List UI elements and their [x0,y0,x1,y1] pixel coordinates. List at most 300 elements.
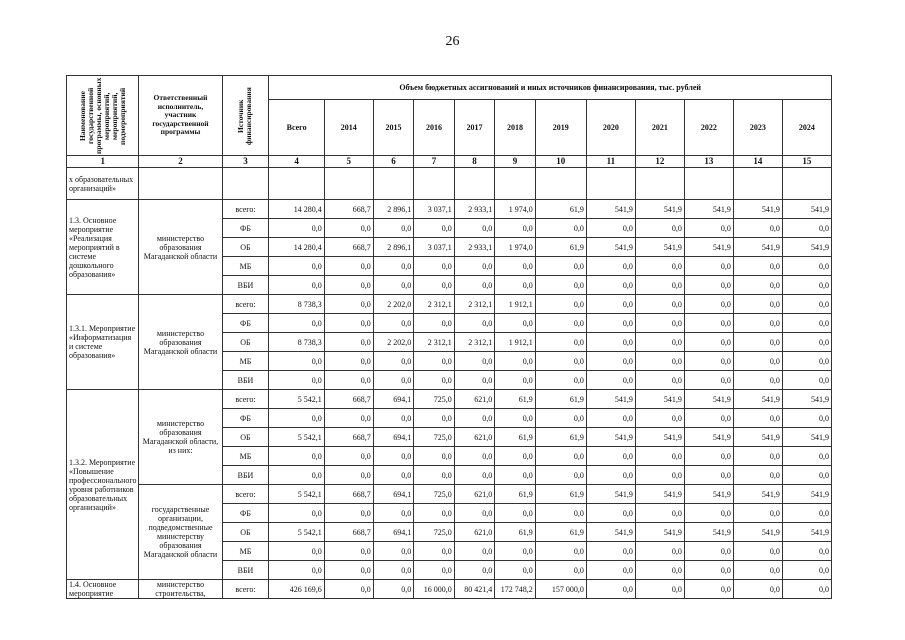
value-cell: 0,0 [373,371,413,390]
value-cell: 0,0 [495,447,535,466]
value-cell: 541,9 [635,523,684,542]
value-cell: 621,0 [454,390,494,409]
value-cell: 725,0 [414,390,454,409]
funding-source: ФБ [222,314,269,333]
value-cell: 541,9 [733,485,782,504]
value-cell: 0,0 [586,447,635,466]
value-cell: 2 312,1 [454,295,494,314]
value-cell: 541,9 [635,485,684,504]
funding-source: ОБ [222,238,269,257]
value-cell: 541,9 [782,485,831,504]
value-cell: 0,0 [324,276,373,295]
value-cell: 541,9 [733,428,782,447]
value-cell: 0,0 [414,371,454,390]
value-cell: 157 000,0 [535,580,586,599]
value-cell: 0,0 [324,409,373,428]
value-cell: 0,0 [684,409,733,428]
value-cell: 0,0 [373,352,413,371]
value-cell: 694,1 [373,390,413,409]
value-cell: 0,0 [782,580,831,599]
value-cell: 0,0 [733,333,782,352]
table-row [67,580,832,599]
value-cell: 2 933,1 [454,200,494,219]
value-cell: 0,0 [586,409,635,428]
value-cell: 426 169,6 [269,580,324,599]
column-number-7: 7 [414,156,454,168]
value-cell: 541,9 [684,485,733,504]
value-cell: 0,0 [454,314,494,333]
value-cell: 2 202,0 [373,333,413,352]
funding-source: ФБ [222,504,269,523]
value-cell: 0,0 [733,295,782,314]
value-cell: 61,9 [495,390,535,409]
column-number-6: 6 [373,156,413,168]
value-cell: 0,0 [733,219,782,238]
value-cell: 0,0 [733,314,782,333]
value-cell: 0,0 [324,314,373,333]
value-cell: 0,0 [495,504,535,523]
header-year-9: 2022 [684,100,733,156]
value-cell: 0,0 [414,219,454,238]
value-cell: 0,0 [535,409,586,428]
value-cell: 0,0 [684,466,733,485]
value-cell: 0,0 [269,409,324,428]
value-cell: 2 896,1 [373,238,413,257]
column-number-5: 5 [324,156,373,168]
header-volume: Объем бюджетных ассигнований и иных источников финансирования, тыс. рублей [269,76,832,100]
value-cell: 668,7 [324,523,373,542]
budget-table [66,75,832,599]
header-year-11: 2024 [782,100,831,156]
value-cell: 0,0 [324,447,373,466]
value-cell: 0,0 [684,504,733,523]
value-cell: 0,0 [684,371,733,390]
value-cell: 0,0 [535,447,586,466]
header-name: Наименование государственной программы, основных мероприятий, мероприятий, подмероприятий [77,77,127,154]
value-cell: 0,0 [684,561,733,580]
value-cell: 0,0 [535,295,586,314]
value-cell: 2 312,1 [414,333,454,352]
value-cell: 61,9 [535,485,586,504]
activity-name: 1.3.1. Мероприятие «Информатизация и системе образования» [67,295,139,390]
funding-source: ОБ [222,523,269,542]
value-cell: 0,0 [684,276,733,295]
value-cell: 0,0 [495,542,535,561]
value-cell: 541,9 [733,390,782,409]
value-cell: 5 542,1 [269,523,324,542]
value-cell: 0,0 [324,295,373,314]
column-number-3: 3 [222,156,269,168]
value-cell: 0,0 [733,257,782,276]
value-cell: 0,0 [324,219,373,238]
value-cell: 0,0 [454,276,494,295]
header-year-0: Всего [269,100,324,156]
value-cell: 0,0 [414,314,454,333]
value-cell: 0,0 [535,504,586,523]
value-cell: 0,0 [635,466,684,485]
value-cell: 0,0 [782,276,831,295]
value-cell: 0,0 [414,409,454,428]
value-cell: 0,0 [324,333,373,352]
value-cell: 0,0 [635,333,684,352]
value-cell: 0,0 [373,561,413,580]
value-cell: 0,0 [586,504,635,523]
funding-source: ОБ [222,333,269,352]
value-cell: 0,0 [635,561,684,580]
value-cell: 0,0 [269,504,324,523]
value-cell: 0,0 [635,219,684,238]
value-cell: 0,0 [324,371,373,390]
value-cell: 0,0 [586,466,635,485]
value-cell: 0,0 [269,371,324,390]
value-cell: 0,0 [373,580,413,599]
value-cell: 541,9 [586,485,635,504]
activity-name: 1.3.2. Мероприятие «Повышение профессионального уровня работников образовательных организаций» [67,390,139,580]
value-cell: 0,0 [535,257,586,276]
value-cell: 541,9 [684,200,733,219]
header-year-1: 2014 [324,100,373,156]
funding-source: МБ [222,257,269,276]
value-cell: 541,9 [733,238,782,257]
funding-source: МБ [222,447,269,466]
value-cell: 0,0 [414,447,454,466]
value-cell: 0,0 [269,314,324,333]
value-cell: 541,9 [586,523,635,542]
value-cell: 725,0 [414,485,454,504]
value-cell: 0,0 [454,466,494,485]
value-cell: 0,0 [684,257,733,276]
value-cell: 668,7 [324,485,373,504]
column-number-13: 13 [684,156,733,168]
funding-source: ВБИ [222,561,269,580]
value-cell: 0,0 [635,295,684,314]
value-cell: 541,9 [782,390,831,409]
value-cell: 0,0 [373,466,413,485]
funding-source: всего: [222,580,269,599]
value-cell: 0,0 [635,447,684,466]
responsible-executor: министерство образования Магаданской области, из них: [139,390,222,485]
value-cell: 0,0 [324,504,373,523]
value-cell: 0,0 [586,276,635,295]
value-cell: 541,9 [586,200,635,219]
value-cell: 0,0 [586,371,635,390]
funding-source: всего: [222,200,269,219]
value-cell: 172 748,2 [495,580,535,599]
value-cell: 0,0 [635,409,684,428]
value-cell: 0,0 [782,219,831,238]
value-cell: 1 912,1 [495,333,535,352]
value-cell: 0,0 [684,314,733,333]
value-cell: 0,0 [495,219,535,238]
column-number-14: 14 [733,156,782,168]
funding-source: ФБ [222,409,269,428]
value-cell: 0,0 [635,276,684,295]
funding-source: МБ [222,542,269,561]
value-cell: 0,0 [535,314,586,333]
value-cell: 0,0 [535,371,586,390]
value-cell: 541,9 [586,238,635,257]
value-cell: 0,0 [269,542,324,561]
page-number: 26 [445,34,460,49]
value-cell: 2 312,1 [454,333,494,352]
value-cell: 541,9 [684,390,733,409]
value-cell: 0,0 [324,580,373,599]
value-cell: 0,0 [782,314,831,333]
value-cell: 0,0 [414,257,454,276]
value-cell: 0,0 [782,352,831,371]
responsible-executor: государственные организации, подведомственные министерству образования Магаданской области [139,485,222,580]
column-number-8: 8 [454,156,494,168]
value-cell: 0,0 [782,295,831,314]
header-year-3: 2016 [414,100,454,156]
value-cell: 0,0 [495,561,535,580]
value-cell: 694,1 [373,523,413,542]
value-cell: 0,0 [586,314,635,333]
column-number-1: 1 [67,156,139,168]
funding-source: ОБ [222,428,269,447]
value-cell: 0,0 [733,447,782,466]
responsible-executor: министерство строительства, [139,580,222,599]
column-number-4: 4 [269,156,324,168]
value-cell: 0,0 [373,276,413,295]
value-cell: 668,7 [324,200,373,219]
value-cell: 0,0 [782,333,831,352]
value-cell: 0,0 [535,542,586,561]
value-cell: 541,9 [782,238,831,257]
value-cell: 0,0 [684,542,733,561]
column-number-9: 9 [495,156,535,168]
value-cell: 0,0 [782,371,831,390]
value-cell: 0,0 [586,333,635,352]
responsible-executor: министерство образования Магаданской области [139,200,222,295]
value-cell: 0,0 [733,504,782,523]
column-number-15: 15 [782,156,831,168]
value-cell: 0,0 [733,409,782,428]
value-cell: 0,0 [373,219,413,238]
value-cell: 0,0 [414,352,454,371]
value-cell: 541,9 [782,200,831,219]
value-cell: 0,0 [495,466,535,485]
value-cell: 0,0 [782,257,831,276]
header-source: Источник финансирования [236,86,254,145]
value-cell: 61,9 [495,485,535,504]
value-cell: 0,0 [324,466,373,485]
value-cell: 80 421,4 [454,580,494,599]
value-cell: 0,0 [586,219,635,238]
continuation-name: х образовательных организаций» [67,168,139,200]
header-year-10: 2023 [733,100,782,156]
value-cell: 0,0 [684,447,733,466]
header-year-8: 2021 [635,100,684,156]
value-cell: 0,0 [733,580,782,599]
value-cell: 0,0 [535,219,586,238]
value-cell: 0,0 [373,542,413,561]
header-name-cell [67,76,139,156]
value-cell: 61,9 [495,428,535,447]
header-responsible: Ответственный исполнитель, участник государственной программы [139,76,222,156]
funding-source: ВБИ [222,276,269,295]
value-cell: 2 933,1 [454,238,494,257]
value-cell: 541,9 [586,390,635,409]
value-cell: 0,0 [733,542,782,561]
value-cell: 0,0 [414,504,454,523]
funding-source: МБ [222,352,269,371]
value-cell: 0,0 [782,542,831,561]
funding-source: всего: [222,485,269,504]
value-cell: 0,0 [733,561,782,580]
column-number-11: 11 [586,156,635,168]
value-cell: 16 000,0 [414,580,454,599]
value-cell: 541,9 [684,238,733,257]
header-year-5: 2018 [495,100,535,156]
value-cell: 61,9 [535,390,586,409]
funding-source: всего: [222,295,269,314]
value-cell: 0,0 [324,257,373,276]
value-cell: 0,0 [495,257,535,276]
column-number-12: 12 [635,156,684,168]
value-cell: 0,0 [269,447,324,466]
value-cell: 0,0 [414,542,454,561]
value-cell: 0,0 [733,466,782,485]
value-cell: 0,0 [373,314,413,333]
value-cell: 541,9 [684,523,733,542]
value-cell: 0,0 [586,257,635,276]
funding-source: ВБИ [222,466,269,485]
value-cell: 0,0 [635,352,684,371]
value-cell: 0,0 [733,276,782,295]
value-cell: 0,0 [733,352,782,371]
value-cell: 0,0 [269,257,324,276]
value-cell: 541,9 [635,238,684,257]
value-cell: 3 037,1 [414,238,454,257]
value-cell: 0,0 [782,504,831,523]
value-cell: 0,0 [635,542,684,561]
activity-name: 1.4. Основное мероприятие [67,580,139,599]
value-cell: 5 542,1 [269,485,324,504]
value-cell: 0,0 [635,371,684,390]
value-cell: 0,0 [454,504,494,523]
value-cell: 0,0 [684,352,733,371]
value-cell: 541,9 [733,523,782,542]
value-cell: 0,0 [535,352,586,371]
value-cell: 0,0 [586,295,635,314]
value-cell: 0,0 [535,333,586,352]
value-cell: 0,0 [733,371,782,390]
table-row [67,200,832,219]
value-cell: 0,0 [782,447,831,466]
value-cell: 541,9 [635,200,684,219]
value-cell: 61,9 [535,523,586,542]
value-cell: 0,0 [495,276,535,295]
value-cell: 0,0 [324,352,373,371]
value-cell: 621,0 [454,485,494,504]
value-cell: 0,0 [635,580,684,599]
value-cell: 1 912,1 [495,295,535,314]
value-cell: 0,0 [324,542,373,561]
value-cell: 0,0 [535,466,586,485]
value-cell: 0,0 [782,466,831,485]
value-cell: 61,9 [495,523,535,542]
table-row [67,485,832,504]
value-cell: 668,7 [324,428,373,447]
value-cell: 8 738,3 [269,295,324,314]
value-cell: 0,0 [269,561,324,580]
value-cell: 2 312,1 [414,295,454,314]
value-cell: 5 542,1 [269,390,324,409]
column-number-2: 2 [139,156,222,168]
value-cell: 621,0 [454,523,494,542]
value-cell: 0,0 [454,371,494,390]
value-cell: 0,0 [414,276,454,295]
value-cell: 725,0 [414,523,454,542]
value-cell: 8 738,3 [269,333,324,352]
header-year-2: 2015 [373,100,413,156]
value-cell: 2 896,1 [373,200,413,219]
value-cell: 541,9 [733,200,782,219]
value-cell: 541,9 [782,523,831,542]
value-cell: 61,9 [535,428,586,447]
value-cell: 621,0 [454,428,494,447]
value-cell: 0,0 [684,580,733,599]
value-cell: 0,0 [454,219,494,238]
funding-source: всего: [222,390,269,409]
value-cell: 668,7 [324,238,373,257]
header-year-4: 2017 [454,100,494,156]
value-cell: 0,0 [782,409,831,428]
value-cell: 0,0 [635,257,684,276]
value-cell: 0,0 [586,352,635,371]
value-cell: 0,0 [373,409,413,428]
value-cell: 5 542,1 [269,428,324,447]
value-cell: 0,0 [373,504,413,523]
value-cell: 0,0 [684,295,733,314]
activity-name: 1.3. Основное мероприятие «Реализация мероприятий в системе дошкольного образования» [67,200,139,295]
value-cell: 0,0 [635,504,684,523]
value-cell: 0,0 [495,371,535,390]
header-year-7: 2020 [586,100,635,156]
value-cell: 0,0 [269,352,324,371]
value-cell: 0,0 [373,257,413,276]
value-cell: 61,9 [535,238,586,257]
value-cell: 0,0 [495,409,535,428]
value-cell: 14 280,4 [269,238,324,257]
header-source-cell [222,76,269,156]
value-cell: 0,0 [684,333,733,352]
value-cell: 0,0 [454,542,494,561]
funding-source: ФБ [222,219,269,238]
value-cell: 0,0 [269,466,324,485]
value-cell: 0,0 [684,219,733,238]
value-cell: 0,0 [324,561,373,580]
value-cell: 725,0 [414,428,454,447]
value-cell: 541,9 [635,428,684,447]
value-cell: 0,0 [414,466,454,485]
value-cell: 0,0 [454,409,494,428]
value-cell: 14 280,4 [269,200,324,219]
value-cell: 0,0 [586,542,635,561]
value-cell: 1 974,0 [495,200,535,219]
value-cell: 0,0 [373,447,413,466]
header-year-6: 2019 [535,100,586,156]
table-row [67,390,832,409]
value-cell: 0,0 [454,561,494,580]
column-number-10: 10 [535,156,586,168]
value-cell: 0,0 [495,352,535,371]
value-cell: 541,9 [635,390,684,409]
value-cell: 541,9 [684,428,733,447]
value-cell: 0,0 [454,257,494,276]
value-cell: 0,0 [535,276,586,295]
